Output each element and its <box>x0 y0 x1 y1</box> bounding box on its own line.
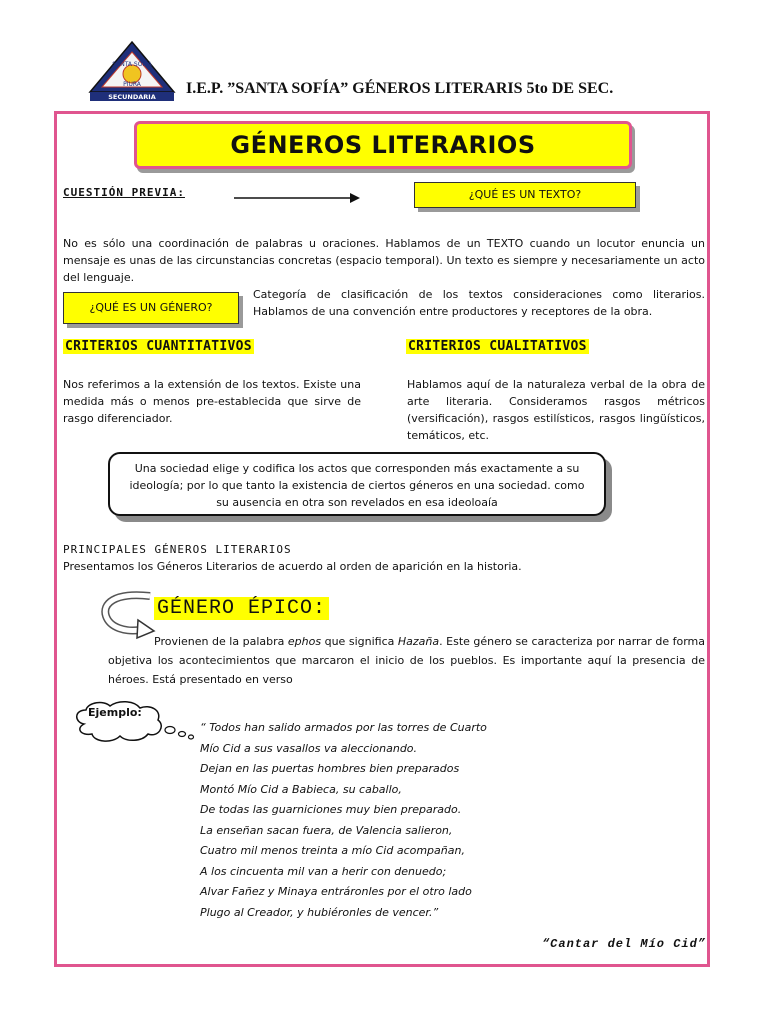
criterios-cualitativos-text: Hablamos aquí de la naturaleza verbal de la obra de arte literaria. Consideramos rasgos métricos (versificación), rasgos estilísticos, rasgos lingüísticos, temáticos, etc. <box>407 378 705 442</box>
poem-line: Mío Cid a sus vasallos va aleccionando. <box>200 741 418 755</box>
que-es-texto-box <box>414 182 636 208</box>
logo-text-city: PIURA <box>123 81 141 88</box>
logo-text-top: SANTA SOFÍA <box>112 61 152 68</box>
que-es-genero-box <box>63 292 239 324</box>
sociedad-callout: Una sociedad elige y codifica los actos que corresponden más exactamente a su ideología; por lo que tanto la existencia de ciertos géneros en una sociedad. como su ausencia en otra son revelados en esa ideoloaía <box>108 452 606 516</box>
poem-line: Dejan en las puertas hombres bien preparados <box>200 762 460 775</box>
genero-epico-text: Provienen de la palabra ephos que significa Hazaña. Este género se caracteriza por narrar de forma objetiva los acontecimientos que marcaron el inicio de los pueblos. Es importante aquí la presencia de héroes. Está presentado en verso <box>108 635 706 686</box>
ejemplo-label: Ejemplo: <box>88 706 142 719</box>
header-title: I.E.P. ”SANTA SOFÍA” GÉNEROS LITERARIS 5to DE SEC. <box>186 80 614 97</box>
ephos-word: ephos <box>287 635 322 648</box>
genero-definicion: Categoría de clasificación de los textos consideraciones como literarios. Hablamos de una convención entre productores y receptores de la obra. <box>253 288 705 318</box>
criterios-cuantitativos-title: CRITERIOS CUANTITATIVOS <box>65 339 252 354</box>
poem-line: “ Todos han salido armados por las torres de Cuarto <box>200 721 487 734</box>
principales-title: PRINCIPALES GÉNEROS LITERARIOS <box>63 543 292 556</box>
hazana-word: Hazaña <box>397 635 440 648</box>
poem-line: Montó Mío Cid a Babieca, su caballo, <box>200 782 402 796</box>
criterios-cuantitativos-text: Nos referimos a la extensión de los textos. Existe una medida más o menos pre-establecida que sirve de rasgo diferenciador. <box>63 378 361 425</box>
genero-epico-title: GÉNERO ÉPICO: <box>154 597 329 620</box>
logo-text-bottom: SECUNDARIA <box>108 93 156 101</box>
poem <box>200 718 487 923</box>
school-logo <box>86 40 178 102</box>
que-es-texto-label: ¿QUÉ ES UN TEXTO? <box>468 188 582 201</box>
poem-source: “Cantar del Mío Cid” <box>541 937 706 951</box>
arrow-right-icon <box>234 190 360 206</box>
principales-text: Presentamos los Géneros Literarios de acuerdo al orden de aparición en la historia. <box>63 560 522 573</box>
poem-line: De todas las guarniciones muy bien preparado. <box>200 803 462 816</box>
que-es-genero-label: ¿QUÉ ES UN GÉNERO? <box>89 301 213 314</box>
cuestion-previa-label: CUESTIÓN PREVIA: <box>63 186 185 199</box>
poem-line: Alvar Fañez y Minaya entráronles por el otro lado <box>200 885 472 898</box>
poem-line: Plugo al Creador, y hubiéronles de vencer.” <box>200 905 439 919</box>
main-title: GÉNEROS LITERARIOS <box>134 121 632 169</box>
texto-definicion: No es sólo una coordinación de palabras u oraciones. Hablamos de un TEXTO cuando un locutor enuncia un mensaje es unas de las circunstancias concretas (espacio temporal). Un texto es siempre y necesariamente un acto del lenguaje. <box>63 237 705 284</box>
poem-line: La enseñan sacan fuera, de Valencia salieron, <box>200 823 453 837</box>
poem-line: A los cincuenta mil van a herir con denuedo; <box>200 864 447 878</box>
criterios-cualitativos-title: CRITERIOS CUALITATIVOS <box>408 339 587 354</box>
poem-line: Cuatro mil menos treinta a mío Cid acompañan, <box>200 844 465 857</box>
